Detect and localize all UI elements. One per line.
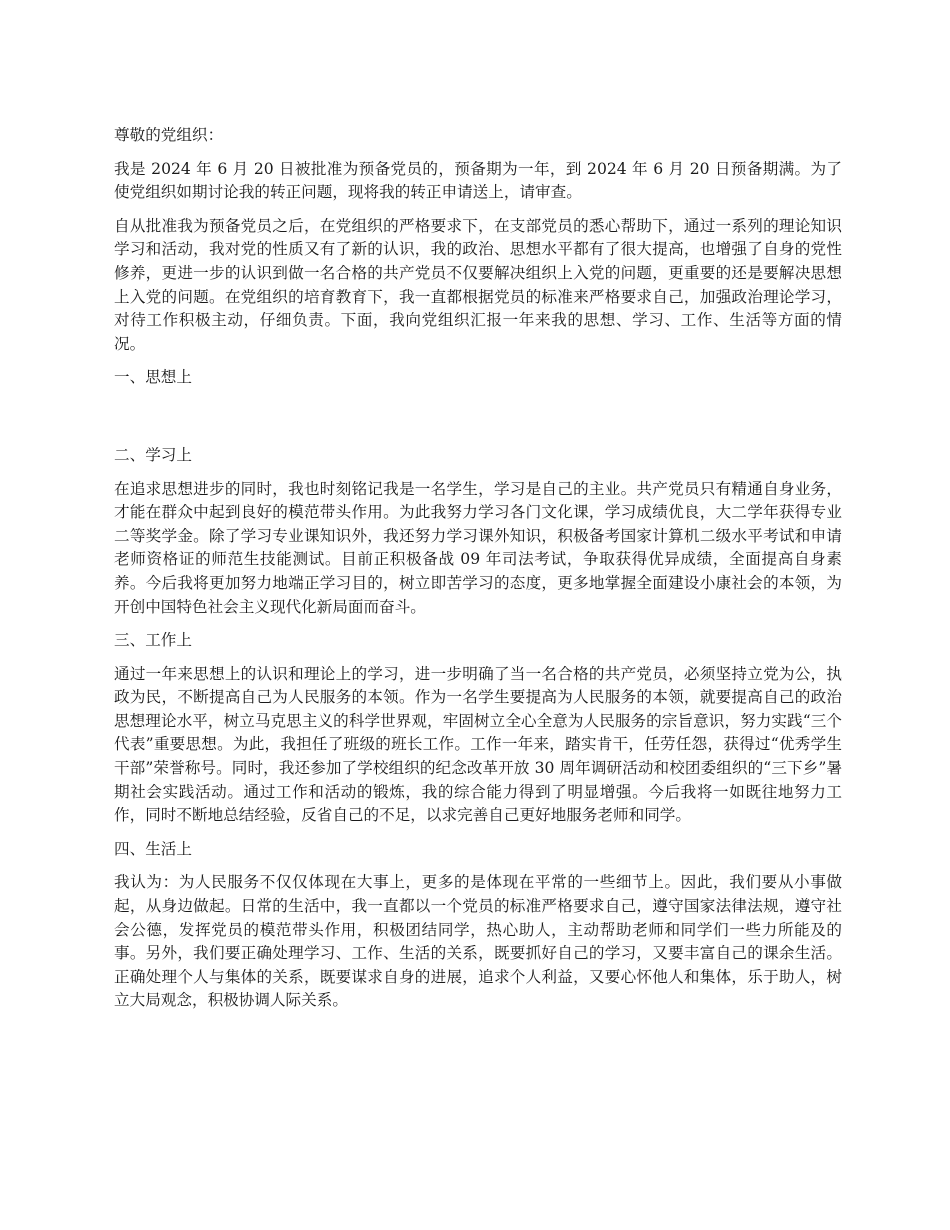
intro-paragraph-2: 自从批准我为预备党员之后，在党组织的严格要求下，在支部党员的悉心帮助下，通过一系列的理论知识学习和活动，我对党的性质又有了新的认识，我的政治、思想水平都有了很大提高，也增强了自身的党性修养，更进一步的认识到做一名合格的共产党员不仅要解决组织上入党的问题，更重要的还是要解决思想上入党的问题。在党组织的培育教育下，我一直都根据党员的标准来严格要求自己，加强政治理论学习，对待工作积极主动，仔细负责。下面，我向党组织汇报一年来我的思想、学习、工作、生活等方面的情况。 (114, 216, 842, 353)
section-heading-thought: 一、思想上 (114, 368, 192, 387)
section-heading-study: 二、学习上 (114, 445, 192, 464)
section-body-life: 我认为：为人民服务不仅仅体现在大事上，更多的是体现在平常的一些细节上。因此，我们要从小事做起，从身边做起。日常的生活中，我一直都以一个党员的标准严格要求自己，遵守国家法律法规，遵守社会公德，发挥党员的模范带头作用，积极团结同学，热心助人，主动帮助老师和同学们一些力所能及的事。另外，我们要正确处理学习、工作、生活的关系，既要抓好自己的学习，又要丰富自己的课余生活。正确处理个人与集体的关系，既要谋求自身的进展，追求个人利益，又要心怀他人和集体，乐于助人，树立大局观念，积极协调人际关系。 (114, 873, 842, 1010)
document-page (114, 124, 842, 1023)
salutation: 尊敬的党组织： (114, 126, 224, 144)
section-heading-life: 四、生活上 (114, 839, 192, 858)
section-blank-space (114, 400, 842, 444)
section-heading-work: 三、工作上 (114, 631, 192, 650)
section-body-work: 通过一年来思想上的认识和理论上的学习，进一步明确了当一名合格的共产党员，必须坚持立党为公，执政为民，不断提高自己为人民服务的本领。作为一名学生要提高为人民服务的本领，就要提高自己的政治思想理论水平，树立马克思主义的科学世界观，牢固树立全心全意为人民服务的宗旨意识，努力实践“三个代表”重要思想。为此，我担任了班级的班长工作。工作一年来，踏实肯干，任劳任怨，获得过“优秀学生干部”荣誉称号。同时，我还参加了学校组织的纪念改革开放 30 周年调研活动和校团委组织的“三下乡”暑期社会实践活动。通过工作和活动的锻炼，我的综合能力得到了明显增强。今后我将一如既往地努力工作，同时不断地总结经验，反省自己的不足，以求完善自己更好地服务老师和同学。 (114, 664, 842, 825)
section-body-study: 在追求思想进步的同时，我也时刻铭记我是一名学生，学习是自己的主业。共产党员只有精通自身业务，才能在群众中起到良好的模范带头作用。为此我努力学习各门文化课，学习成绩优良，大二学年获得专业二等奖学金。除了学习专业课知识外，我还努力学习课外知识，积极备考国家计算机二级水平考试和申请老师资格证的师范生技能测试。目前正积极备战 09 年司法考试，争取获得优异成绩，全面提高自身素养。今后我将更加努力地端正学习目的，树立即苦学习的态度，更多地掌握全面建设小康社会的本领，为开创中国特色社会主义现代化新局面而奋斗。 (114, 479, 842, 616)
intro-paragraph-1: 我是 2024 年 6 月 20 日被批准为预备党员的，预备期为一年，到 2024 年 6 月 20 日预备期满。为了使党组织如期讨论我的转正问题，现将我的转正申请送上，请审查。 (114, 159, 842, 202)
